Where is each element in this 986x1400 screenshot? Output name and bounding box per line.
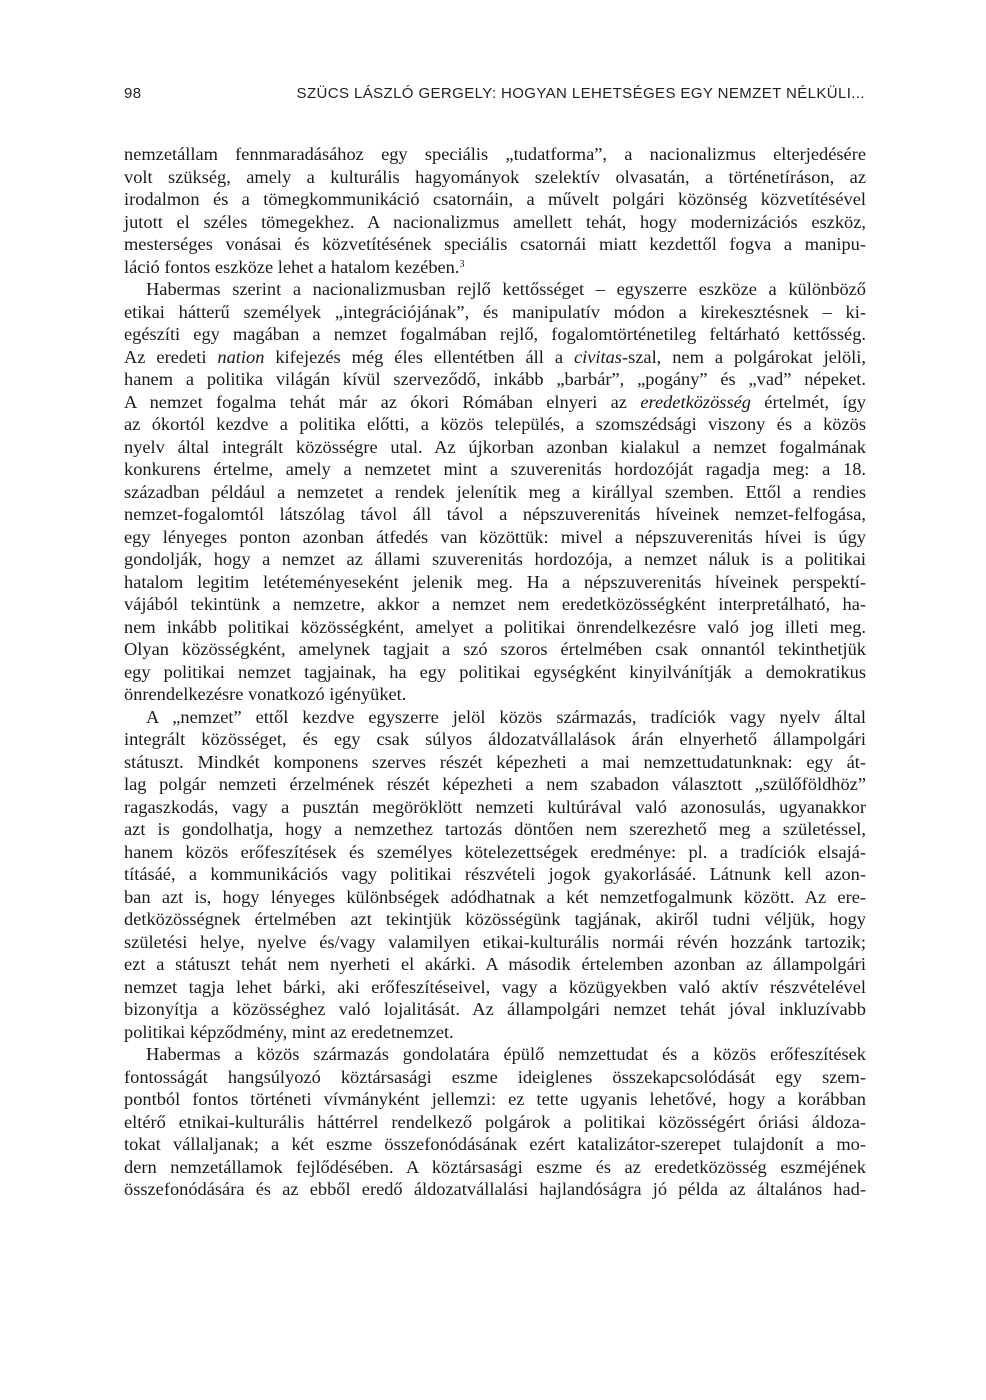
text-line: Habermas a közös származás gondolatára épülő nemzettudat és a közös erőfeszítések — [146, 1044, 866, 1064]
text-run: láció fontos eszköze lehet a hatalom kezében. — [124, 256, 460, 277]
italic-term: eredetközösség — [640, 391, 751, 412]
text-line: Habermas szerint a nacionalizmusban rejlő kettősséget – egyszerre eszköze a különböző — [146, 279, 866, 299]
text-line: hatalom legitim letéteményeseként jelenik meg. Ha a népszuverenitás híveinek perspektí- — [124, 571, 866, 592]
text-line: bizonyítja a közösséghez való lojalitását. Az állampolgári nemzet tehát jóval inkluzívabb — [124, 999, 866, 1019]
text-run: Az eredeti — [124, 346, 218, 367]
text-line: egy lényeges ponton azonban átfedés van közöttük: mivel a népszuverenitás hívei is úgy — [124, 526, 866, 547]
text-line: volt szükség, amely a kulturális hagyományok szelektív olvasatán, a történetíráson, az — [124, 166, 866, 187]
text-line: hanem a politika világán kívül szerveződő, inkább „barbár”, „pogány” és „vad” népeket. — [124, 369, 866, 389]
text-line: ragaszkodás, vagy a pusztán megöröklött nemzeti kultúrával való azonosulás, ugyanakkor — [124, 796, 866, 817]
text-line: nemzet tagja lehet bárki, aki erőfeszítéseivel, vagy a közügyekben való aktív részvételével — [124, 976, 866, 997]
italic-term: civitas — [573, 346, 622, 367]
paragraph-1 — [124, 143, 866, 278]
text-line: A „nemzet” ettől kezdve egyszerre jelöl közös származás, tradíciók vagy nyelv által — [146, 706, 866, 727]
text-line: etikai hátterű személyek „integrációjának”, és manipulatív módon a kirekesztésnek – ki- — [124, 301, 866, 322]
text-line: nem inkább politikai közösségként, amelyet a politikai önrendelkezésre való jog illeti meg. — [124, 616, 866, 637]
text-line: nemzetállam fennmaradásához egy speciális „tudatforma”, a nacionalizmus elterjedésére — [124, 144, 866, 164]
text-line: detközösségnek értelmében azt tekintjük közösségünk tagjának, akiről tudni véljük, hogy — [124, 909, 866, 929]
footnote-marker: 3 — [459, 258, 465, 270]
body-text — [124, 143, 866, 1201]
text-line: ban azt is, hogy lényeges különbségek adódhatnak a két nemzetfogalmunk között. Az ere- — [124, 886, 866, 907]
text-line: politikai képződmény, mint az eredetnemzet. — [124, 1021, 454, 1042]
paragraph-3 — [124, 706, 866, 1044]
text-line: nyelv által integrált közösségre utal. Az újkorban azonban kialakul a nemzet fogalmának — [124, 436, 866, 457]
text-line: dern nemzetállamok fejlődésében. A köztársasági eszme és az eredetközösség eszméjének — [124, 1156, 866, 1177]
text-run: kifejezés még éles ellentétben áll a — [264, 346, 574, 367]
text-line: pontból fontos történeti vívmányként jellemzi: ez tette ugyanis lehetővé, hogy a korábban — [124, 1089, 866, 1109]
text-line: konkurens értelme, amely a nemzetet mint a szuverenitás hordozóját ragadja meg: a 18. — [124, 459, 866, 479]
page-number: 98 — [124, 85, 142, 102]
text-line: azt is gondolhatja, hogy a nemzethez tartozás döntően nem szerezhető meg a születéssel, — [124, 819, 866, 839]
text-line: eltérő etnikai-kulturális háttérrel rendelkező polgárok a politikai közösségért óriási áldoza- — [124, 1111, 866, 1132]
text-line: státuszt. Mindkét komponens szerves részét képezheti a mai nemzettudatunknak: egy át- — [124, 751, 866, 772]
text-run: értelmét, így — [750, 391, 866, 412]
text-line: nemzet-fogalomtól látszólag távol áll távol a népszuverenitás híveinek nemzet-felfogása, — [124, 504, 866, 524]
paragraph-2 — [124, 278, 866, 706]
text-line: hanem közös erőfeszítések és személyes kötelezettségek eredménye: pl. a tradíciók elsajá- — [124, 841, 866, 862]
text-line: jutott el széles tömegekhez. A nacionalizmus amellett tehát, hogy modernizációs eszköz, — [124, 211, 866, 232]
paragraph-4 — [124, 1043, 866, 1201]
text-line: születési helye, nyelve és/vagy valamilyen etikai-kulturális normái révén hozzánk tartozik; — [124, 931, 866, 952]
text-line: században például a nemzetet a rendek jelenítik meg a királlyal szemben. Ettől a rendies — [124, 481, 866, 502]
text-line: az ókortól kezdve a politika előtti, a közös település, a szomszédsági viszony és a közös — [124, 414, 866, 434]
text-line: Olyan közösségként, amelynek tagjait a szó szoros értelmében csak onnantól tekinthetjük — [124, 639, 866, 659]
text-line: lag polgár nemzeti érzelmének részét képezheti a nem szabadon választott „szülőföldhöz” — [124, 774, 866, 794]
text-line: gondolják, hogy a nemzet az állami szuverenitás hordozója, a nemzet náluk is a politikai — [124, 549, 866, 569]
text-line: irodalmon és a tömegkommunikáció csatornáin, a művelt polgári közönség közvetítésével — [124, 189, 866, 209]
text-line — [124, 391, 866, 414]
text-line: integrált közösséget, és egy csak súlyos áldozatvállalások árán elnyerhető állampolgári — [124, 729, 866, 749]
text-line: egy politikai nemzet tagjainak, ha egy politikai egységként kinyilvánítják a demokratikus — [124, 661, 866, 682]
text-line: tításáé, a kommunikációs vagy politikai részvételi jogok gyakorlásáé. Látnunk kell azon- — [124, 864, 866, 884]
text-run: -szal, nem a polgárokat jelöli, — [621, 346, 866, 367]
text-line — [124, 346, 866, 369]
text-line — [124, 256, 866, 279]
text-line: vájából tekintünk a nemzetre, akkor a nemzet nem eredetközösségként interpretálható, ha- — [124, 594, 866, 614]
text-run: A nemzet fogalma tehát már az ókori Rómában elnyeri az — [124, 391, 641, 412]
running-title: SZÜCS LÁSZLÓ GERGELY: HOGYAN LEHETSÉGES EGY NEMZET NÉLKÜLI... — [296, 85, 865, 102]
text-line: tokat vállaljanak; a két eszme összefonódásának ezért katalizátor-szerepet tulajdonít a mo- — [124, 1134, 866, 1154]
text-line: ezt a státuszt tehát nem nyerheti el akárki. A második értelemben azonban az állampolgári — [124, 954, 866, 974]
text-line: önrendelkezésre vonatkozó igényüket. — [124, 684, 407, 704]
running-header — [124, 85, 865, 102]
text-line: mesterséges vonásai és közvetítésének speciális csatornái miatt kezdettől fogva a manipu- — [124, 234, 866, 254]
text-line: összefonódására és az ebből eredő áldozatvállalási hajlandóságra jó példa az általános had- — [124, 1179, 866, 1199]
text-line: fontosságát hangsúlyozó köztársasági eszme ideiglenes összekapcsolódását egy szem- — [124, 1066, 866, 1087]
text-line: egészíti egy magában a nemzet fogalmában rejlő, fogalomtörténetileg feltárható kettősség. — [124, 324, 866, 344]
italic-term: nation — [217, 346, 265, 367]
